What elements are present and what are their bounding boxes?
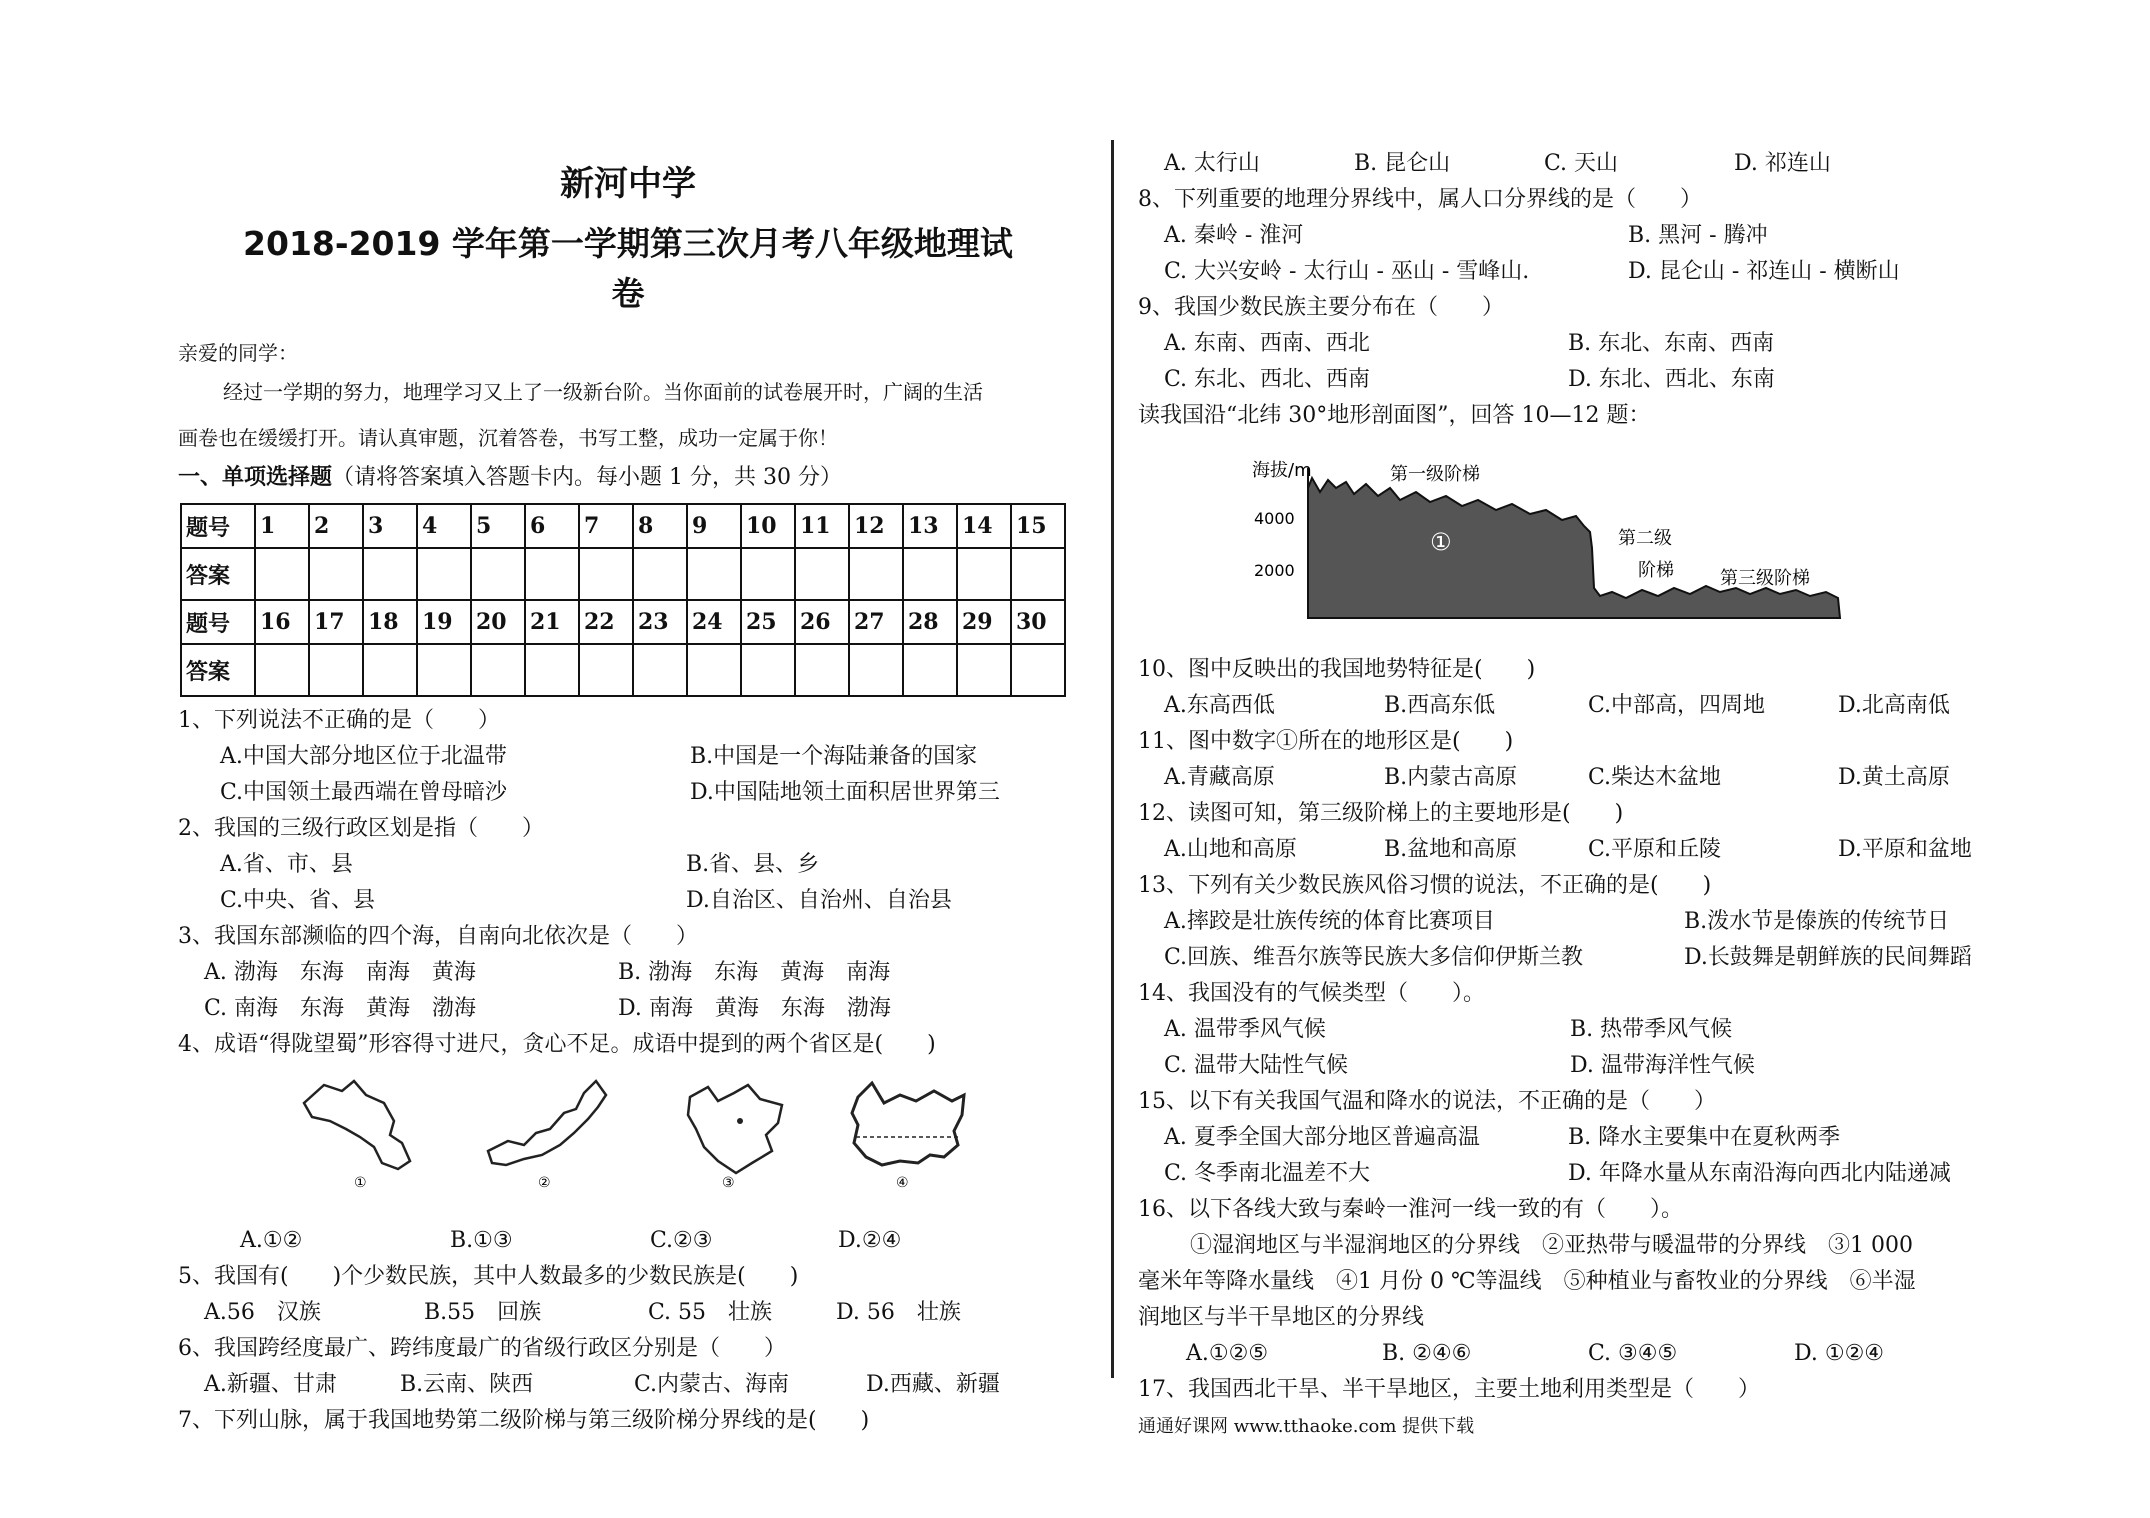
question-number-cell: 11: [795, 504, 849, 548]
options-row: [1138, 1120, 2038, 1156]
question-16-line1: ①湿润地区与半湿润地区的分界线 ②亚热带与暖温带的分界线 ③1 000: [1190, 1233, 1913, 1258]
option[interactable]: A.新疆、甘肃: [204, 1372, 337, 1397]
left-column: [178, 148, 1098, 1439]
question-number-cell: 17: [309, 600, 363, 644]
option[interactable]: D. 温带海洋性气候: [1570, 1053, 1755, 1078]
answer-cell[interactable]: [957, 548, 1011, 600]
question-number-cell: 27: [849, 600, 903, 644]
section-note: （请将答案填入答题卡内。每小题 1 分，共 30 分）: [332, 465, 842, 490]
option[interactable]: C. ③④⑤: [1588, 1341, 1678, 1366]
option[interactable]: C. 南海 东海 黄海 渤海: [204, 996, 477, 1021]
option[interactable]: B.云南、陕西: [400, 1372, 534, 1397]
options-row: [1138, 940, 2038, 976]
province-map-1: [294, 1073, 424, 1193]
option[interactable]: C.②③: [650, 1228, 713, 1253]
map-label: ①: [354, 1175, 367, 1191]
option[interactable]: C.平原和丘陵: [1588, 837, 1722, 862]
option[interactable]: C.柴达木盆地: [1588, 765, 1722, 790]
options-row: [178, 739, 1098, 775]
option[interactable]: D. 祁连山: [1734, 151, 1831, 176]
right-column: [1138, 146, 2038, 1408]
greeting: 亲爱的同学：: [178, 341, 298, 365]
answer-cell[interactable]: [849, 548, 903, 600]
answer-cell[interactable]: [363, 548, 417, 600]
question-4: 4、成语“得陇望蜀”形容得寸进尺，贪心不足。成语中提到的两个省区是( ): [178, 1032, 936, 1057]
y-tick: 2000: [1254, 561, 1295, 580]
intro-line2: 画卷也在缓缓打开。请认真审题，沉着答卷，书写工整，成功一定属于你！: [178, 426, 838, 450]
option[interactable]: C. 东北、西北、西南: [1164, 367, 1371, 392]
option[interactable]: D.中国陆地领土面积居世界第三: [690, 780, 1000, 805]
option[interactable]: D. 56 壮族: [836, 1300, 961, 1325]
option[interactable]: A. 东南、西南、西北: [1164, 331, 1370, 356]
question-11: 11、图中数字①所在的地形区是( ): [1138, 729, 1514, 754]
option[interactable]: C. 温带大陆性气候: [1164, 1053, 1349, 1078]
options-row: [1138, 904, 2038, 940]
option[interactable]: D. 昆仑山 - 祁连山 - 横断山: [1628, 259, 1900, 284]
label-step2-a: 第二级: [1618, 528, 1672, 549]
answer-cell[interactable]: [363, 644, 417, 696]
option[interactable]: B. 渤海 东海 黄海 南海: [618, 960, 891, 985]
question-1: 1、下列说法不正确的是（ ）: [178, 708, 500, 733]
row-label-answer: 答案: [181, 644, 255, 696]
option[interactable]: D.长鼓舞是朝鲜族的民间舞蹈: [1684, 945, 1972, 970]
answer-cell[interactable]: [471, 644, 525, 696]
read-prompt: 读我国沿“北纬 30°地形剖面图”，回答 10—12 题：: [1138, 403, 1651, 428]
question-number-cell: 14: [957, 504, 1011, 548]
answer-cell[interactable]: [417, 644, 471, 696]
options-row: [1138, 1156, 2038, 1192]
option[interactable]: B. 黑河 - 腾冲: [1628, 223, 1768, 248]
question-13: 13、下列有关少数民族风俗习惯的说法，不正确的是( ): [1138, 873, 1712, 898]
option[interactable]: A.摔跤是壮族传统的体育比赛项目: [1164, 909, 1495, 934]
question-number-cell: 1: [255, 504, 309, 548]
question-7: 7、下列山脉，属于我国地势第二级阶梯与第三级阶梯分界线的是( ): [178, 1408, 870, 1433]
options-row: [1138, 254, 2038, 290]
option[interactable]: A.56 汉族: [204, 1300, 321, 1325]
answer-cell[interactable]: [741, 644, 795, 696]
option[interactable]: A. 太行山: [1164, 151, 1260, 176]
row-label-question: 题号: [181, 504, 255, 548]
option[interactable]: C.内蒙古、海南: [634, 1372, 790, 1397]
option[interactable]: B.泼水节是傣族的传统节日: [1684, 909, 1950, 934]
option[interactable]: A.山地和高原: [1164, 837, 1297, 862]
province-map-2: [484, 1073, 614, 1193]
question-number-cell: 24: [687, 600, 741, 644]
answer-table-row: [181, 600, 1065, 644]
answer-cell[interactable]: [741, 548, 795, 600]
option[interactable]: C.中部高，四周地: [1588, 693, 1766, 718]
options-row: [1138, 760, 2038, 796]
province-map-3: [682, 1073, 802, 1193]
option[interactable]: B. ②④⑥: [1382, 1341, 1472, 1366]
options-row: [178, 955, 1098, 991]
option[interactable]: C. 冬季南北温差不大: [1164, 1161, 1371, 1186]
question-number-cell: 8: [633, 504, 687, 548]
map-label: ③: [722, 1175, 735, 1191]
answer-cell[interactable]: [309, 644, 363, 696]
answer-cell[interactable]: [417, 548, 471, 600]
row-label-answer: 答案: [181, 548, 255, 600]
province-map-4: [844, 1073, 974, 1193]
row-label-question: 题号: [181, 600, 255, 644]
option[interactable]: A.省、市、县: [220, 852, 353, 877]
options-row: [178, 1295, 1098, 1331]
option[interactable]: D. ①②④: [1794, 1341, 1885, 1366]
question-12: 12、读图可知，第三级阶梯上的主要地形是( ): [1138, 801, 1624, 826]
terrain-profile-area: [1308, 478, 1840, 618]
question-8: 8、下列重要的地理分界线中，属人口分界线的是（ ）: [1138, 187, 1702, 212]
answer-cell[interactable]: [1011, 644, 1065, 696]
option[interactable]: D.西藏、新疆: [866, 1372, 1000, 1397]
answer-table-row: [181, 548, 1065, 600]
option[interactable]: A. 温带季风气候: [1164, 1017, 1326, 1042]
option[interactable]: B.盆地和高原: [1384, 837, 1518, 862]
school-name: 新河中学: [560, 164, 696, 204]
question-number-cell: 25: [741, 600, 795, 644]
answer-cell[interactable]: [525, 548, 579, 600]
options-row: [1138, 832, 2038, 868]
answer-cell[interactable]: [849, 644, 903, 696]
answer-cell[interactable]: [687, 644, 741, 696]
question-number-cell: 3: [363, 504, 417, 548]
options-row: [178, 775, 1098, 811]
question-16: 16、以下各线大致与秦岭一淮河一线一致的有（ ）。: [1138, 1197, 1683, 1222]
exam-title-line1: 2018-2019 学年第一学期第三次月考八年级地理试: [243, 224, 1013, 263]
question-number-cell: 19: [417, 600, 471, 644]
answer-cell[interactable]: [525, 644, 579, 696]
label-step1: 第一级阶梯: [1390, 464, 1480, 485]
option[interactable]: B. 热带季风气候: [1570, 1017, 1733, 1042]
options-row: [1138, 218, 2038, 254]
answer-cell[interactable]: [579, 644, 633, 696]
options-row: [1138, 326, 2038, 362]
question-number-cell: 7: [579, 504, 633, 548]
option[interactable]: C.中国领土最西端在曾母暗沙: [220, 780, 508, 805]
answer-cell[interactable]: [471, 548, 525, 600]
options-row: [178, 883, 1098, 919]
question-number-cell: 22: [579, 600, 633, 644]
question-number-cell: 16: [255, 600, 309, 644]
option[interactable]: B. 降水主要集中在夏秋两季: [1568, 1125, 1841, 1150]
option[interactable]: B.省、县、乡: [686, 852, 820, 877]
question-number-cell: 29: [957, 600, 1011, 644]
question-number-cell: 28: [903, 600, 957, 644]
question-number-cell: 5: [471, 504, 525, 548]
option[interactable]: B.55 回族: [424, 1300, 542, 1325]
answer-cell[interactable]: [579, 548, 633, 600]
option[interactable]: C.回族、维吾尔族等民族大多信仰伊斯兰教: [1164, 945, 1584, 970]
question-16-line3: 润地区与半干旱地区的分界线: [1138, 1305, 1425, 1330]
answer-cell[interactable]: [903, 644, 957, 696]
option[interactable]: C. 大兴安岭 - 太行山 - 巫山 - 雪峰山.: [1164, 259, 1530, 284]
option[interactable]: D. 东北、西北、东南: [1568, 367, 1775, 392]
answer-table-row: [181, 504, 1065, 548]
options-row: [178, 847, 1098, 883]
question-9: 9、我国少数民族主要分布在（ ）: [1138, 295, 1504, 320]
option[interactable]: A. 渤海 东海 南海 黄海: [204, 960, 476, 985]
options-row: [1138, 146, 2038, 182]
question-number-cell: 4: [417, 504, 471, 548]
option[interactable]: A. 秦岭 - 淮河: [1164, 223, 1304, 248]
question-15: 15、以下有关我国气温和降水的说法，不正确的是（ ）: [1138, 1089, 1716, 1114]
question-17: 17、我国西北干旱、半干旱地区，主要土地利用类型是（ ）: [1138, 1377, 1760, 1402]
option[interactable]: B.中国是一个海陆兼备的国家: [690, 744, 978, 769]
option[interactable]: D.平原和盆地: [1838, 837, 1972, 862]
answer-cell[interactable]: [309, 548, 363, 600]
answer-cell[interactable]: [255, 548, 309, 600]
answer-cell[interactable]: [795, 548, 849, 600]
options-row: [1138, 1012, 2038, 1048]
option[interactable]: B.内蒙古高原: [1384, 765, 1518, 790]
label-step2-b: 阶梯: [1638, 560, 1674, 581]
options-row: [178, 991, 1098, 1027]
option[interactable]: C.中央、省、县: [220, 888, 376, 913]
question-3: 3、我国东部濒临的四个海，自南向北依次是（ ）: [178, 924, 698, 949]
option[interactable]: B.西高东低: [1384, 693, 1496, 718]
map-label: ②: [538, 1175, 551, 1191]
question-number-cell: 13: [903, 504, 957, 548]
region-marker: ①: [1430, 528, 1452, 556]
option[interactable]: D.自治区、自治州、自治县: [686, 888, 952, 913]
option[interactable]: D.北高南低: [1838, 693, 1950, 718]
option[interactable]: D. 年降水量从东南沿海向西北内陆递减: [1568, 1161, 1951, 1186]
exam-title-line2: 卷: [611, 274, 645, 313]
answer-cell[interactable]: [687, 548, 741, 600]
question-number-cell: 30: [1011, 600, 1065, 644]
answer-table: [180, 503, 1066, 697]
question-2: 2、我国的三级行政区划是指（ ）: [178, 816, 544, 841]
answer-cell[interactable]: [255, 644, 309, 696]
option[interactable]: A.①②: [240, 1228, 303, 1253]
answer-cell[interactable]: [1011, 548, 1065, 600]
answer-cell[interactable]: [633, 548, 687, 600]
y-tick: 4000: [1254, 509, 1295, 528]
option[interactable]: B.①③: [450, 1228, 513, 1253]
options-row: [1138, 1048, 2038, 1084]
question-10: 10、图中反映出的我国地势特征是( ): [1138, 657, 1536, 682]
question-16-line2: 毫米年等降水量线 ④1 月份 0 ℃等温线 ⑤种植业与畜牧业的分界线 ⑥半湿: [1138, 1269, 1916, 1294]
option[interactable]: C. 天山: [1544, 151, 1619, 176]
options-row: [178, 1223, 1098, 1259]
province-maps: [178, 1073, 1098, 1223]
option[interactable]: B. 昆仑山: [1354, 151, 1451, 176]
question-number-cell: 6: [525, 504, 579, 548]
y-axis-label: 海拔/m: [1252, 460, 1312, 481]
answer-cell[interactable]: [903, 548, 957, 600]
question-number-cell: 26: [795, 600, 849, 644]
question-number-cell: 2: [309, 504, 363, 548]
option[interactable]: D.②④: [838, 1228, 902, 1253]
option[interactable]: A.中国大部分地区位于北温带: [220, 744, 507, 769]
answer-cell[interactable]: [795, 644, 849, 696]
options-row: [1138, 1336, 2038, 1372]
section-label: 一、单项选择题: [178, 464, 333, 490]
option[interactable]: C. 55 壮族: [648, 1300, 773, 1325]
question-14: 14、我国没有的气候类型（ ）。: [1138, 981, 1485, 1006]
question-number-cell: 15: [1011, 504, 1065, 548]
question-number-cell: 21: [525, 600, 579, 644]
column-divider: [1111, 140, 1114, 1378]
option[interactable]: A. 夏季全国大部分地区普遍高温: [1164, 1125, 1480, 1150]
label-step3: 第三级阶梯: [1720, 568, 1810, 589]
option[interactable]: D. 南海 黄海 东海 渤海: [618, 996, 891, 1021]
footer-source: 通通好课网 www.tthaoke.com 提供下载: [1138, 1416, 1475, 1437]
option[interactable]: A.东高西低: [1164, 693, 1275, 718]
answer-cell[interactable]: [633, 644, 687, 696]
question-number-cell: 9: [687, 504, 741, 548]
question-number-cell: 12: [849, 504, 903, 548]
terrain-profile-svg: [1250, 448, 1870, 638]
option[interactable]: D.黄土高原: [1838, 765, 1950, 790]
options-row: [178, 1367, 1098, 1403]
question-number-cell: 20: [471, 600, 525, 644]
options-row: [1138, 688, 2038, 724]
map-label: ④: [896, 1175, 909, 1191]
option[interactable]: A.青藏高原: [1164, 765, 1275, 790]
option[interactable]: A.①②⑤: [1186, 1341, 1269, 1366]
section-heading: [178, 460, 1098, 491]
question-6: 6、我国跨经度最广、跨纬度最广的省级行政区分别是（ ）: [178, 1336, 786, 1361]
question-number-cell: 18: [363, 600, 417, 644]
answer-table-row: [181, 644, 1065, 696]
terrain-profile-chart: [1250, 448, 1870, 638]
question-5: 5、我国有( )个少数民族，其中人数最多的少数民族是( ): [178, 1264, 799, 1289]
answer-cell[interactable]: [957, 644, 1011, 696]
options-row: [1138, 362, 2038, 398]
question-number-cell: 10: [741, 504, 795, 548]
intro-line1: 经过一学期的努力，地理学习又上了一级新台阶。当你面前的试卷展开时，广阔的生活: [223, 380, 983, 404]
option[interactable]: B. 东北、东南、西南: [1568, 331, 1775, 356]
question-number-cell: 23: [633, 600, 687, 644]
